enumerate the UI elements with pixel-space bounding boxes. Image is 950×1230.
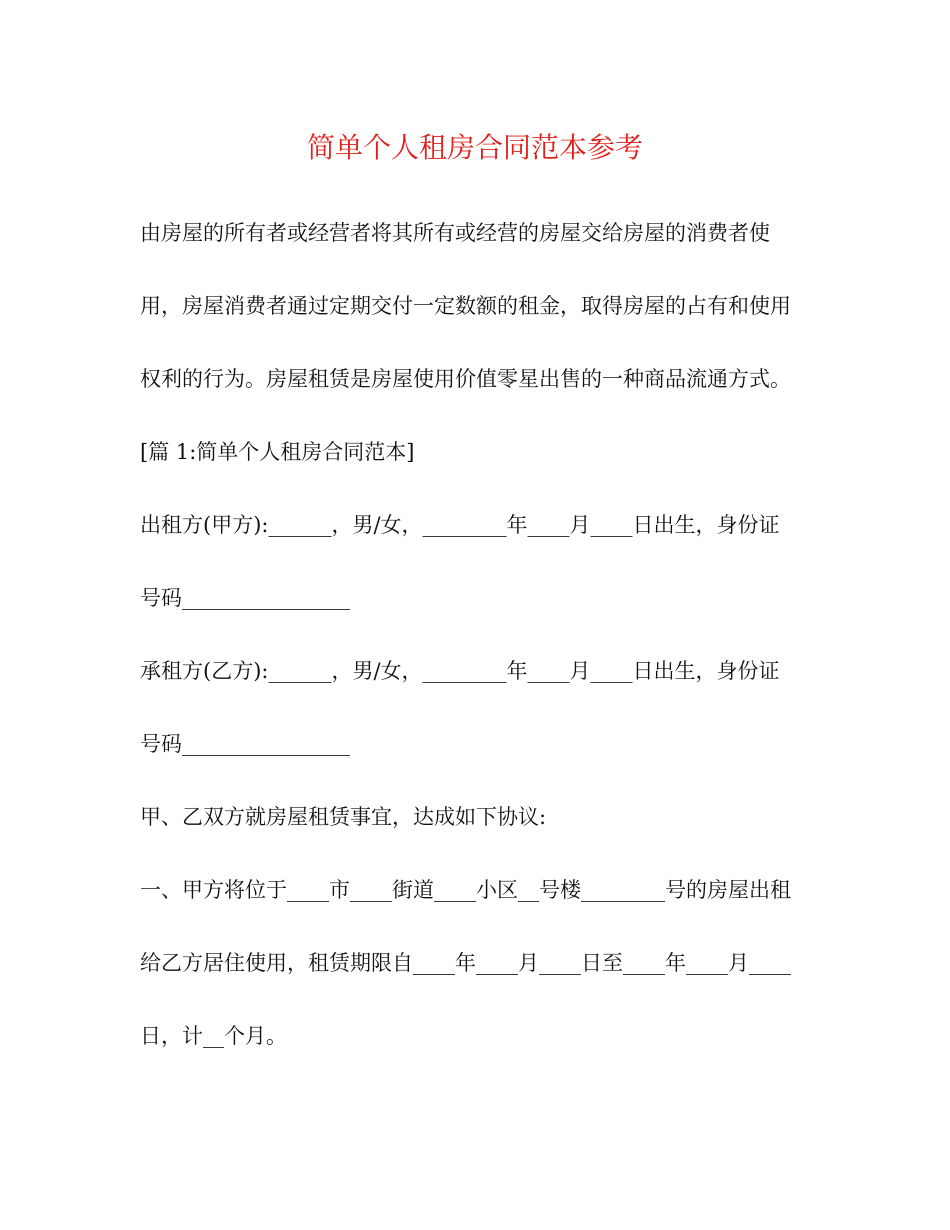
- agreement-intro: 甲、乙双方就房屋租赁事宜，达成如下协议:: [140, 805, 547, 829]
- lessee-line-1: 承租方(乙方):______，男/女，________年____月____日出生，身份证: [140, 659, 780, 683]
- lessor-line-1: 出租方(甲方):______，男/女，________年____月____日出生，身份证: [140, 513, 780, 537]
- intro-line-3: 权利的行为。房屋租赁是房屋使用价值零星出售的一种商品流通方式。: [140, 367, 791, 391]
- intro-line-1: 由房屋的所有者或经营者将其所有或经营的房屋交给房屋的消费者使: [140, 221, 770, 245]
- document-title: 简单个人租房合同范本参考: [306, 131, 643, 164]
- lessor-line-2: 号码________________: [140, 586, 350, 610]
- lessee-line-2: 号码________________: [140, 732, 350, 756]
- section-heading: [篇 1:简单个人租房合同范本]: [140, 440, 415, 464]
- clause-1-line-3: 日，计__个月。: [140, 1024, 287, 1048]
- intro-line-2: 用，房屋消费者通过定期交付一定数额的租金，取得房屋的占有和使用: [140, 294, 791, 318]
- clause-1-line-2: 给乙方居住使用，租赁期限自____年____月____日至____年____月____: [140, 951, 791, 975]
- clause-1-line-1: 一、甲方将位于____市____街道____小区__号楼________号的房屋出租: [140, 878, 791, 902]
